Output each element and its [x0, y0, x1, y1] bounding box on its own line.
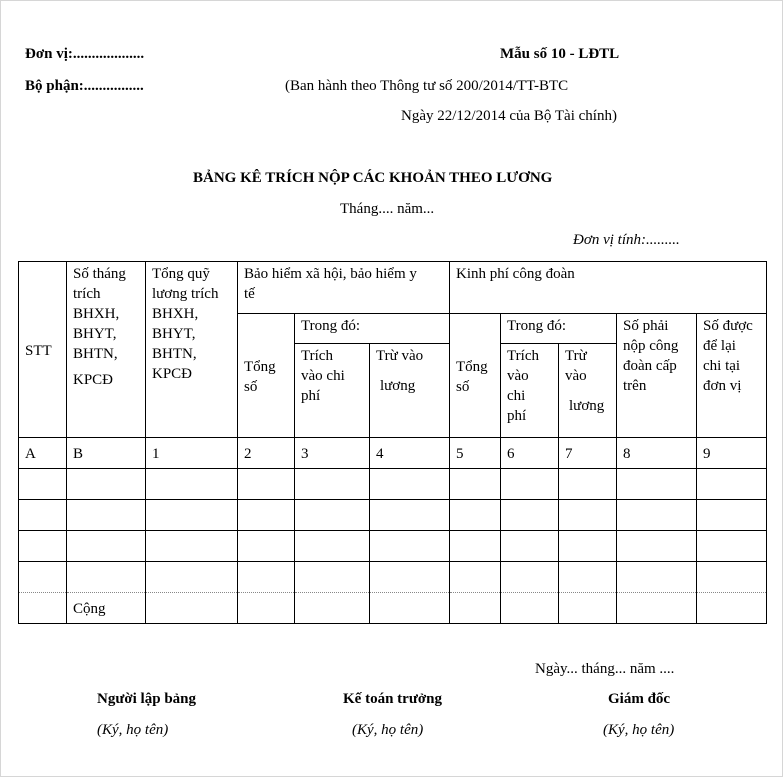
header-insurance-expense: Trích vào chi phí	[295, 344, 370, 438]
table-row	[19, 469, 767, 500]
code-cell: 9	[697, 438, 767, 469]
code-cell: A	[19, 438, 67, 469]
header-insurance-group: Bảo hiểm xã hội, bảo hiểm y tế	[238, 262, 450, 314]
code-cell: 3	[295, 438, 370, 469]
signer-preparer-role: Người lập bảng	[97, 691, 197, 707]
signer-preparer-note: (Ký, họ tên)	[97, 722, 169, 738]
total-row	[19, 593, 767, 624]
code-cell: 2	[238, 438, 295, 469]
period-line: Tháng.... năm...	[340, 201, 435, 217]
header-insurance-salary: Trừ vào lương	[370, 344, 450, 438]
deduction-table	[18, 261, 767, 624]
signer-director-role: Giám đốc	[608, 691, 671, 707]
department-field: Bộ phận:................	[25, 78, 144, 94]
header-union-group: Kinh phí công đoàn	[450, 262, 767, 314]
code-cell: 8	[617, 438, 697, 469]
header-payable-upper: Số phải nộp công đoàn cấp trên	[617, 314, 697, 438]
issuing-date: Ngày 22/12/2014 của Bộ Tài chính)	[401, 108, 617, 124]
header-total-fund: Tổng quỹ lương trích BHXH, BHYT, BHTN, KPCĐ	[146, 262, 238, 438]
issuing-circular: (Ban hành theo Thông tư số 200/2014/TT-BTC	[285, 78, 569, 94]
signing-date: Ngày... tháng... năm ....	[535, 661, 675, 677]
signer-director-note: (Ký, họ tên)	[603, 722, 675, 738]
code-cell: 6	[501, 438, 559, 469]
total-row-label: Cộng	[67, 593, 146, 624]
code-cell: 5	[450, 438, 501, 469]
header-stt: STT	[19, 262, 67, 438]
header-union-total: Tổng số	[450, 314, 501, 438]
unit-field: Đơn vị:...................	[25, 46, 145, 62]
code-cell: 1	[146, 438, 238, 469]
header-insurance-total: Tổng số	[238, 314, 295, 438]
form-number: Mẫu số 10 - LĐTL	[500, 46, 620, 62]
signer-chief-accountant-note: (Ký, họ tên)	[352, 722, 424, 738]
header-retained: Số được để lại chi tại đơn vị	[697, 314, 767, 438]
code-cell: B	[67, 438, 146, 469]
code-cell: 7	[559, 438, 617, 469]
code-cell: 4	[370, 438, 450, 469]
table-row	[19, 531, 767, 562]
document-title: BẢNG KÊ TRÍCH NỘP CÁC KHOẢN THEO LƯƠNG	[193, 170, 553, 186]
header-union-of-which: Trong đó:	[501, 314, 617, 344]
header-months: Số tháng trích BHXH, BHYT, BHTN, KPCĐ	[67, 262, 146, 438]
signer-chief-accountant-role: Kế toán trưởng	[343, 691, 442, 707]
table-row	[19, 500, 767, 531]
header-union-salary: Trừ vào lương	[559, 344, 617, 438]
currency-unit: Đơn vị tính:.........	[573, 232, 680, 248]
header-insurance-of-which: Trong đó:	[295, 314, 450, 344]
table-row	[19, 562, 767, 593]
header-union-expense: Trích vào chi phí	[501, 344, 559, 438]
